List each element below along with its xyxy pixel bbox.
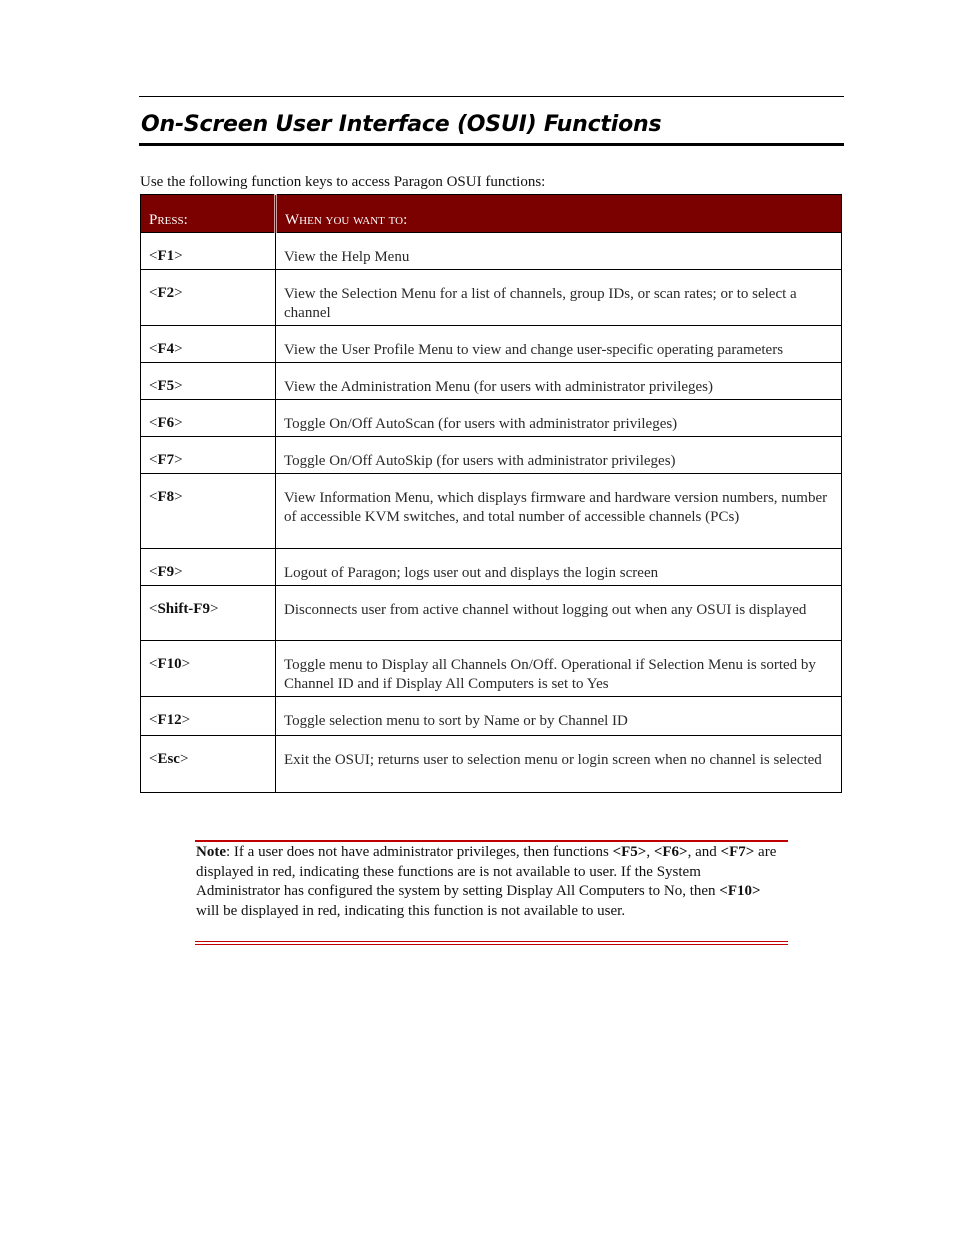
key-label: F2 [157,285,175,301]
key-label: F1 [157,248,175,264]
key-cell: <F4> [141,326,276,363]
key-cell: <F2> [141,270,276,326]
key-label: F9 [157,564,175,580]
note-text: : If a user does not have administrator privileges, then functions [226,844,613,860]
description-cell: View the Selection Menu for a list of channels, group IDs, or scan rates; or to select a channel [276,270,842,326]
column-header-action: When you want to: [276,195,842,233]
key-cell: <F1> [141,233,276,270]
key-cell: <F5> [141,363,276,400]
key-label: F7 [157,452,175,468]
key-cell: <F10> [141,641,276,697]
table-row [141,549,842,586]
note-key-f5: <F5> [612,844,647,860]
title-rule [139,143,844,146]
table-row [141,437,842,474]
note-text: , [646,844,654,860]
description-cell: View Information Menu, which displays firmware and hardware version numbers, number of accessible KVM switches, and total number of accessible channels (PCs) [276,474,842,549]
description-cell: View the Help Menu [276,233,842,270]
key-cell: <Shift-F9> [141,586,276,641]
key-label: Esc [157,751,180,767]
note-key-f7: <F7> [720,844,755,860]
note-label: Note [196,844,226,860]
note-text: will be displayed in red, indicating this function is not available to user. [196,902,626,919]
column-header-press: Press: [141,195,276,233]
key-cell: <F8> [141,474,276,549]
key-cell: <F6> [141,400,276,437]
key-cell: <Esc> [141,736,276,793]
note-box [196,843,784,921]
description-cell: Logout of Paragon; logs user out and displays the login screen [276,549,842,586]
header-rule [139,96,844,97]
key-cell: <F12> [141,697,276,736]
key-label: F8 [157,489,175,505]
table-row [141,363,842,400]
key-label: F10 [157,656,182,672]
table-row [141,586,842,641]
note-bottom-rule [195,941,788,942]
description-cell: Toggle On/Off AutoScan (for users with administrator privileges) [276,400,842,437]
description-cell: View the Administration Menu (for users with administrator privileges) [276,363,842,400]
note-text: are displayed in red, indicating these functions are is not available to user. If the System Administrator has configured the system by setting Display All Computers to No, then [196,844,777,899]
description-cell: Disconnects user from active channel without logging out when any OSUI is displayed [276,586,842,641]
key-label: F4 [157,341,175,357]
key-label: F12 [157,712,182,728]
page-title: On-Screen User Interface (OSUI) Functions [141,112,662,137]
table-row [141,400,842,437]
table-row [141,641,842,697]
key-label: F5 [157,378,175,394]
key-label: F6 [157,415,175,431]
note-top-rule [195,840,788,842]
table-row [141,233,842,270]
key-label: Shift-F9 [157,601,210,617]
description-cell: Toggle selection menu to sort by Name or by Channel ID [276,697,842,736]
intro-text: Use the following function keys to access Paragon OSUI functions: [140,174,546,190]
note-bottom-rule-double [195,944,788,945]
table-row [141,697,842,736]
description-cell: Toggle menu to Display all Channels On/Off. Operational if Selection Menu is sorted by Channel ID and if Display All Computers is set to Yes [276,641,842,697]
note-text: , and [687,844,721,860]
description-cell: Exit the OSUI; returns user to selection menu or login screen when no channel is selected [276,736,842,793]
table-row [141,474,842,549]
table-header-row [141,195,842,233]
note-key-f10: <F10> [719,883,761,899]
description-cell: Toggle On/Off AutoSkip (for users with administrator privileges) [276,437,842,474]
key-cell: <F7> [141,437,276,474]
table-row [141,326,842,363]
key-cell: <F9> [141,549,276,586]
table-row [141,270,842,326]
description-cell: View the User Profile Menu to view and change user-specific operating parameters [276,326,842,363]
note-key-f6: <F6> [653,844,688,860]
function-keys-table [140,194,842,793]
table-row [141,736,842,793]
